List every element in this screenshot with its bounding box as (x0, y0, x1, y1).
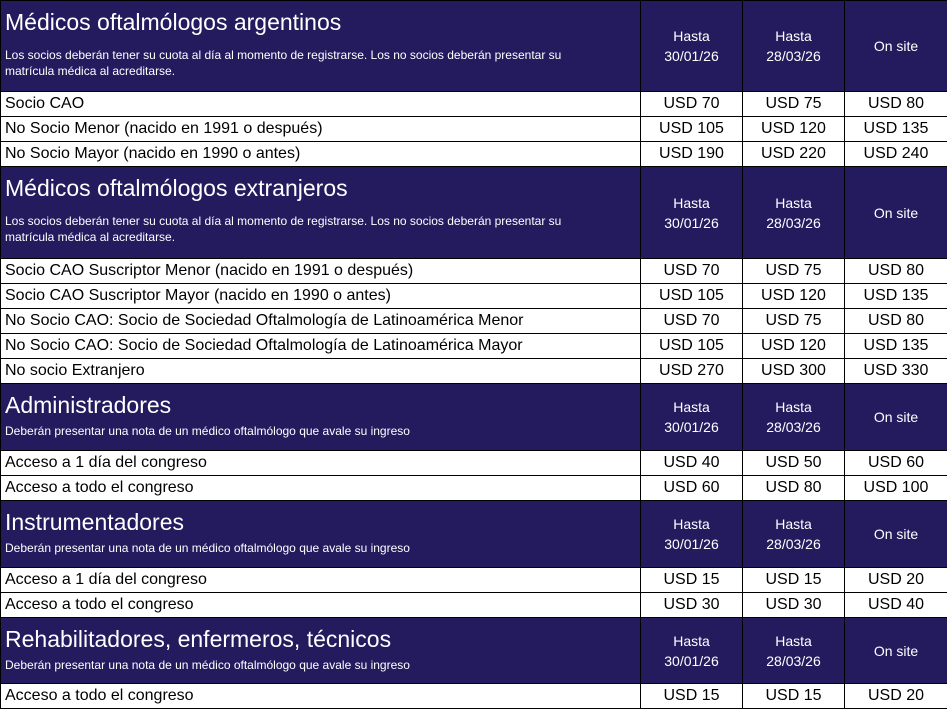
price-deadline-1: USD 105 (641, 117, 743, 142)
section-header-label (1, 618, 641, 684)
deadline-date: 30/01/26 (664, 48, 719, 64)
section-title: Rehabilitadores, enfermeros, técnicos (5, 624, 636, 654)
price-onsite: USD 20 (845, 568, 947, 593)
price-onsite: USD 80 (845, 309, 947, 334)
deadline-date: 28/03/26 (766, 536, 821, 552)
deadline-date: 28/03/26 (766, 419, 821, 435)
onsite-header: On site (845, 501, 947, 568)
onsite-header: On site (845, 1, 947, 92)
deadline-1-header (641, 1, 743, 92)
section-header (1, 167, 947, 259)
price-onsite: USD 80 (845, 92, 947, 117)
section-note: Deberán presentar una nota de un médico oftalmólogo que avale su ingreso (5, 423, 605, 439)
price-deadline-1: USD 270 (641, 359, 743, 384)
section-title: Administradores (5, 390, 636, 420)
table-row (1, 568, 947, 593)
row-label: Acceso a 1 día del congreso (1, 451, 641, 476)
price-deadline-2: USD 50 (743, 451, 845, 476)
section-header-label (1, 384, 641, 451)
deadline-1-header (641, 618, 743, 684)
onsite-header: On site (845, 167, 947, 259)
onsite-header: On site (845, 384, 947, 451)
row-label: Acceso a todo el congreso (1, 476, 641, 501)
section-header (1, 618, 947, 684)
section-header (1, 501, 947, 568)
section-note: Los socios deberán tener su cuota al día al momento de registrarse. Los no socios deberán presentar su matrícula médica al acreditarse. (5, 47, 605, 79)
deadline-date: 28/03/26 (766, 215, 821, 231)
price-deadline-2: USD 120 (743, 284, 845, 309)
price-onsite: USD 80 (845, 259, 947, 284)
deadline-label: Hasta (673, 399, 710, 415)
price-onsite: USD 135 (845, 117, 947, 142)
price-onsite: USD 330 (845, 359, 947, 384)
section-header-label (1, 1, 641, 92)
row-label: No Socio CAO: Socio de Sociedad Oftalmología de Latinoamérica Menor (1, 309, 641, 334)
price-onsite: USD 135 (845, 334, 947, 359)
deadline-label: Hasta (673, 633, 710, 649)
deadline-label: Hasta (775, 28, 812, 44)
table-row (1, 117, 947, 142)
deadline-date: 30/01/26 (664, 419, 719, 435)
price-deadline-1: USD 190 (641, 142, 743, 167)
row-label: Acceso a todo el congreso (1, 684, 641, 709)
deadline-2-header (743, 501, 845, 568)
row-label: No Socio Mayor (nacido en 1990 o antes) (1, 142, 641, 167)
price-deadline-2: USD 30 (743, 593, 845, 618)
price-onsite: USD 135 (845, 284, 947, 309)
table-row (1, 309, 947, 334)
deadline-1-header (641, 501, 743, 568)
price-deadline-1: USD 70 (641, 92, 743, 117)
price-deadline-1: USD 105 (641, 334, 743, 359)
price-deadline-2: USD 15 (743, 684, 845, 709)
price-deadline-1: USD 40 (641, 451, 743, 476)
price-deadline-1: USD 60 (641, 476, 743, 501)
deadline-label: Hasta (775, 195, 812, 211)
section-header (1, 1, 947, 92)
onsite-header: On site (845, 618, 947, 684)
section-note: Deberán presentar una nota de un médico oftalmólogo que avale su ingreso (5, 540, 605, 556)
price-deadline-2: USD 300 (743, 359, 845, 384)
deadline-date: 28/03/26 (766, 653, 821, 669)
deadline-date: 28/03/26 (766, 48, 821, 64)
price-deadline-1: USD 105 (641, 284, 743, 309)
deadline-1-header (641, 167, 743, 259)
price-onsite: USD 40 (845, 593, 947, 618)
deadline-2-header (743, 167, 845, 259)
section-header-label (1, 501, 641, 568)
table-row (1, 92, 947, 117)
row-label: Socio CAO Suscriptor Mayor (nacido en 1990 o antes) (1, 284, 641, 309)
price-deadline-2: USD 15 (743, 568, 845, 593)
deadline-2-header (743, 618, 845, 684)
row-label: No Socio CAO: Socio de Sociedad Oftalmología de Latinoamérica Mayor (1, 334, 641, 359)
price-deadline-2: USD 120 (743, 117, 845, 142)
table-row (1, 334, 947, 359)
deadline-2-header (743, 384, 845, 451)
deadline-2-header (743, 1, 845, 92)
price-deadline-1: USD 70 (641, 309, 743, 334)
price-deadline-1: USD 15 (641, 568, 743, 593)
row-label: No socio Extranjero (1, 359, 641, 384)
table-row (1, 142, 947, 167)
deadline-label: Hasta (775, 516, 812, 532)
section-title: Médicos oftalmólogos extranjeros (5, 173, 636, 203)
table-row (1, 451, 947, 476)
price-deadline-2: USD 120 (743, 334, 845, 359)
table-row (1, 684, 947, 709)
price-deadline-2: USD 80 (743, 476, 845, 501)
price-deadline-2: USD 75 (743, 259, 845, 284)
table-row (1, 593, 947, 618)
row-label: Acceso a 1 día del congreso (1, 568, 641, 593)
section-note: Deberán presentar una nota de un médico oftalmólogo que avale su ingreso (5, 657, 605, 673)
table-row (1, 359, 947, 384)
row-label: Socio CAO (1, 92, 641, 117)
price-onsite: USD 100 (845, 476, 947, 501)
deadline-label: Hasta (775, 633, 812, 649)
price-onsite: USD 240 (845, 142, 947, 167)
price-deadline-1: USD 30 (641, 593, 743, 618)
price-deadline-1: USD 70 (641, 259, 743, 284)
section-note: Los socios deberán tener su cuota al día al momento de registrarse. Los no socios deberán presentar su matrícula médica al acreditarse. (5, 213, 605, 245)
price-deadline-1: USD 15 (641, 684, 743, 709)
row-label: Socio CAO Suscriptor Menor (nacido en 1991 o después) (1, 259, 641, 284)
deadline-date: 30/01/26 (664, 215, 719, 231)
deadline-label: Hasta (775, 399, 812, 415)
table-row (1, 476, 947, 501)
table-row (1, 259, 947, 284)
section-header-label (1, 167, 641, 259)
price-deadline-2: USD 75 (743, 92, 845, 117)
price-onsite: USD 20 (845, 684, 947, 709)
deadline-label: Hasta (673, 195, 710, 211)
price-onsite: USD 60 (845, 451, 947, 476)
row-label: Acceso a todo el congreso (1, 593, 641, 618)
section-title: Instrumentadores (5, 507, 636, 537)
table-row (1, 284, 947, 309)
section-header (1, 384, 947, 451)
deadline-1-header (641, 384, 743, 451)
deadline-label: Hasta (673, 28, 710, 44)
section-title: Médicos oftalmólogos argentinos (5, 7, 636, 37)
price-deadline-2: USD 220 (743, 142, 845, 167)
deadline-label: Hasta (673, 516, 710, 532)
row-label: No Socio Menor (nacido en 1991 o después) (1, 117, 641, 142)
price-deadline-2: USD 75 (743, 309, 845, 334)
deadline-date: 30/01/26 (664, 536, 719, 552)
deadline-date: 30/01/26 (664, 653, 719, 669)
